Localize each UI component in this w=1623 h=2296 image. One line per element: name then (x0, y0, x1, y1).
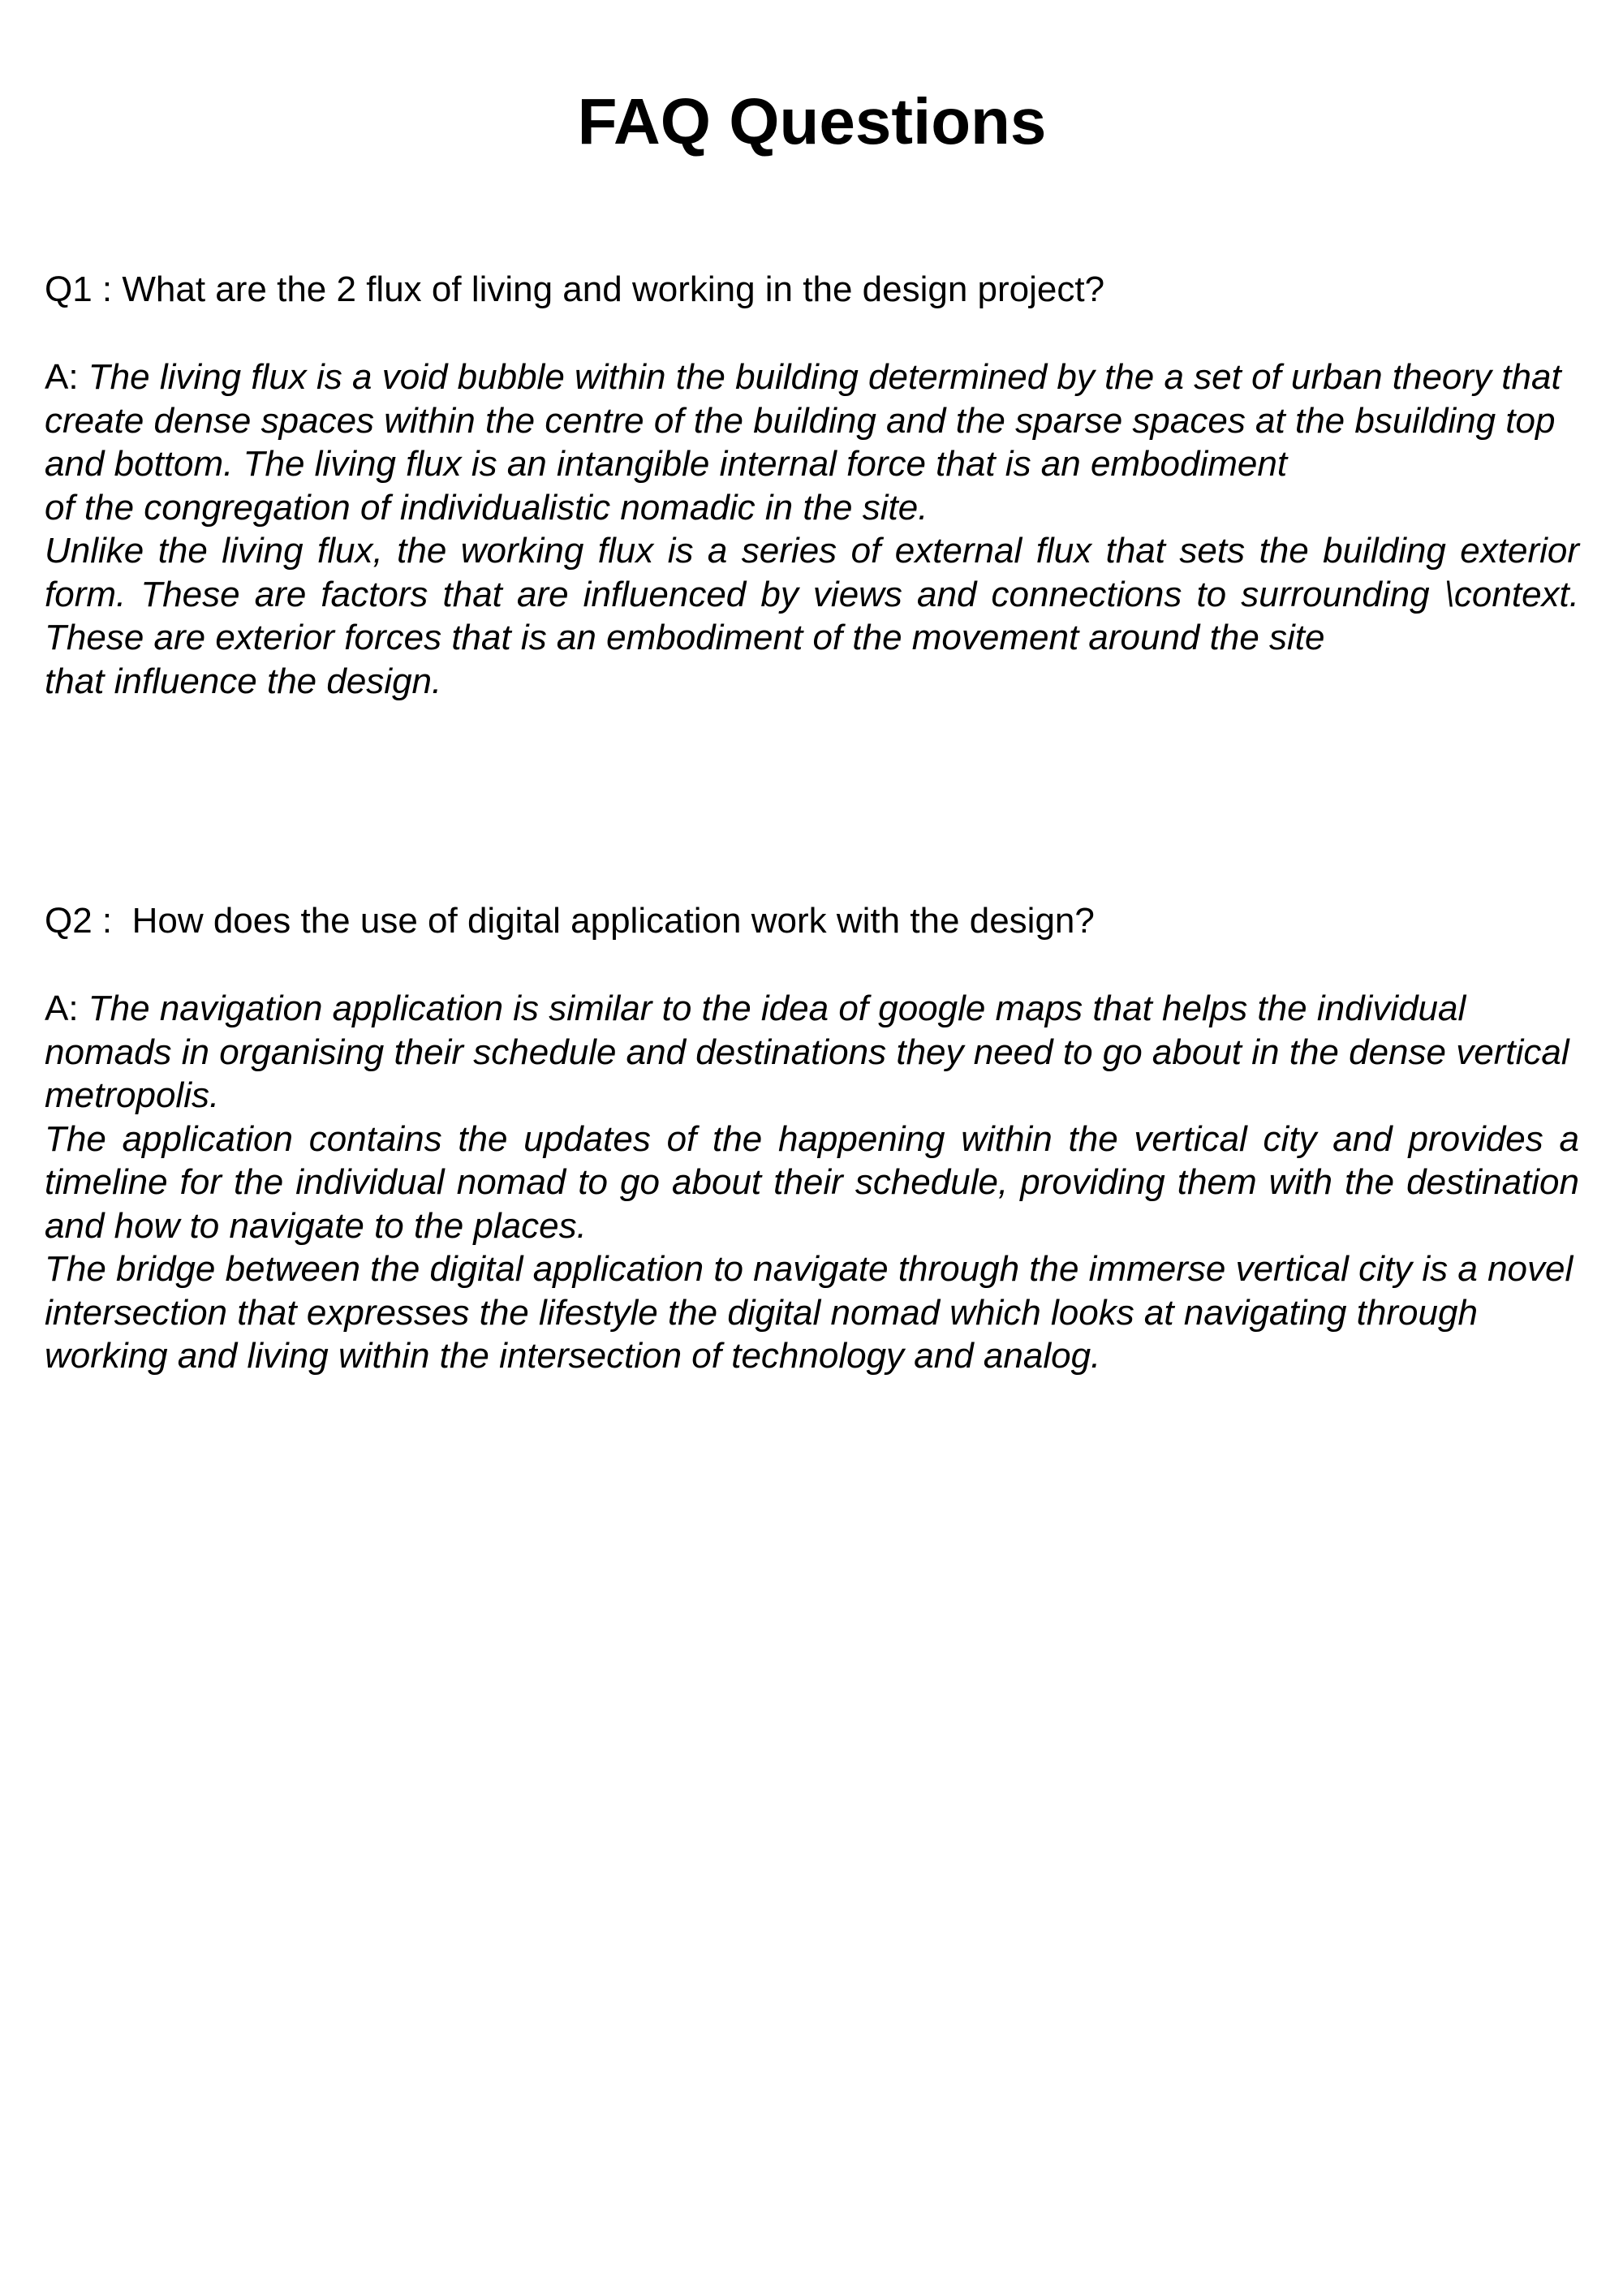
page-title: FAQ Questions (577, 85, 1047, 157)
faq-question (45, 899, 1579, 943)
faq-answer (45, 987, 1579, 1378)
answer-paragraph: The living flux is a void bubble within the building determined by the a set of urban theory that create dense spaces within the centre of the building and the sparse spaces at the bsuilding top and bottom. The living flux is an intangible internal force that is an embodiment of the congregation of individualistic nomadic in the site. (45, 357, 1561, 528)
answer-prefix: A: (45, 357, 88, 397)
answer-paragraph: The bridge between the digital application to navigate through the immerse vertical city is a novel intersection that expresses the lifestyle the digital nomad which looks at navigating through working and living within the intersection of technology and analog. (45, 1249, 1573, 1376)
answer-prefix: A: (45, 989, 88, 1028)
faq-item-1 (45, 268, 1579, 703)
faq-item-2 (45, 899, 1579, 1378)
answer-paragraph: The navigation application is similar to the idea of google maps that helps the individual nomads in organising their schedule and destinations they need to go about in the dense vertical metropolis. (45, 989, 1569, 1115)
faq-question (45, 268, 1579, 312)
answer-paragraph: Unlike the living flux, the working flux is a series of external flux that sets the building exterior form. These are factors that are influenced by views and connections to surrounding \context. These are exterior forces that is an embodiment of the movement around the site that influence the design. (45, 531, 1579, 701)
question-text: How does the use of digital application work with the design? (131, 901, 1095, 941)
question-prefix: Q2 : (45, 901, 132, 941)
faq-answer (45, 355, 1579, 703)
answer-paragraph: The application contains the updates of the happening within the vertical city and provides a timeline for the individual nomad to go about their schedule, providing them with the destination and how to navigate to the places. (45, 1118, 1579, 1246)
question-text: What are the 2 flux of living and working in the design project? (122, 269, 1105, 309)
question-prefix: Q1 : (45, 269, 123, 309)
